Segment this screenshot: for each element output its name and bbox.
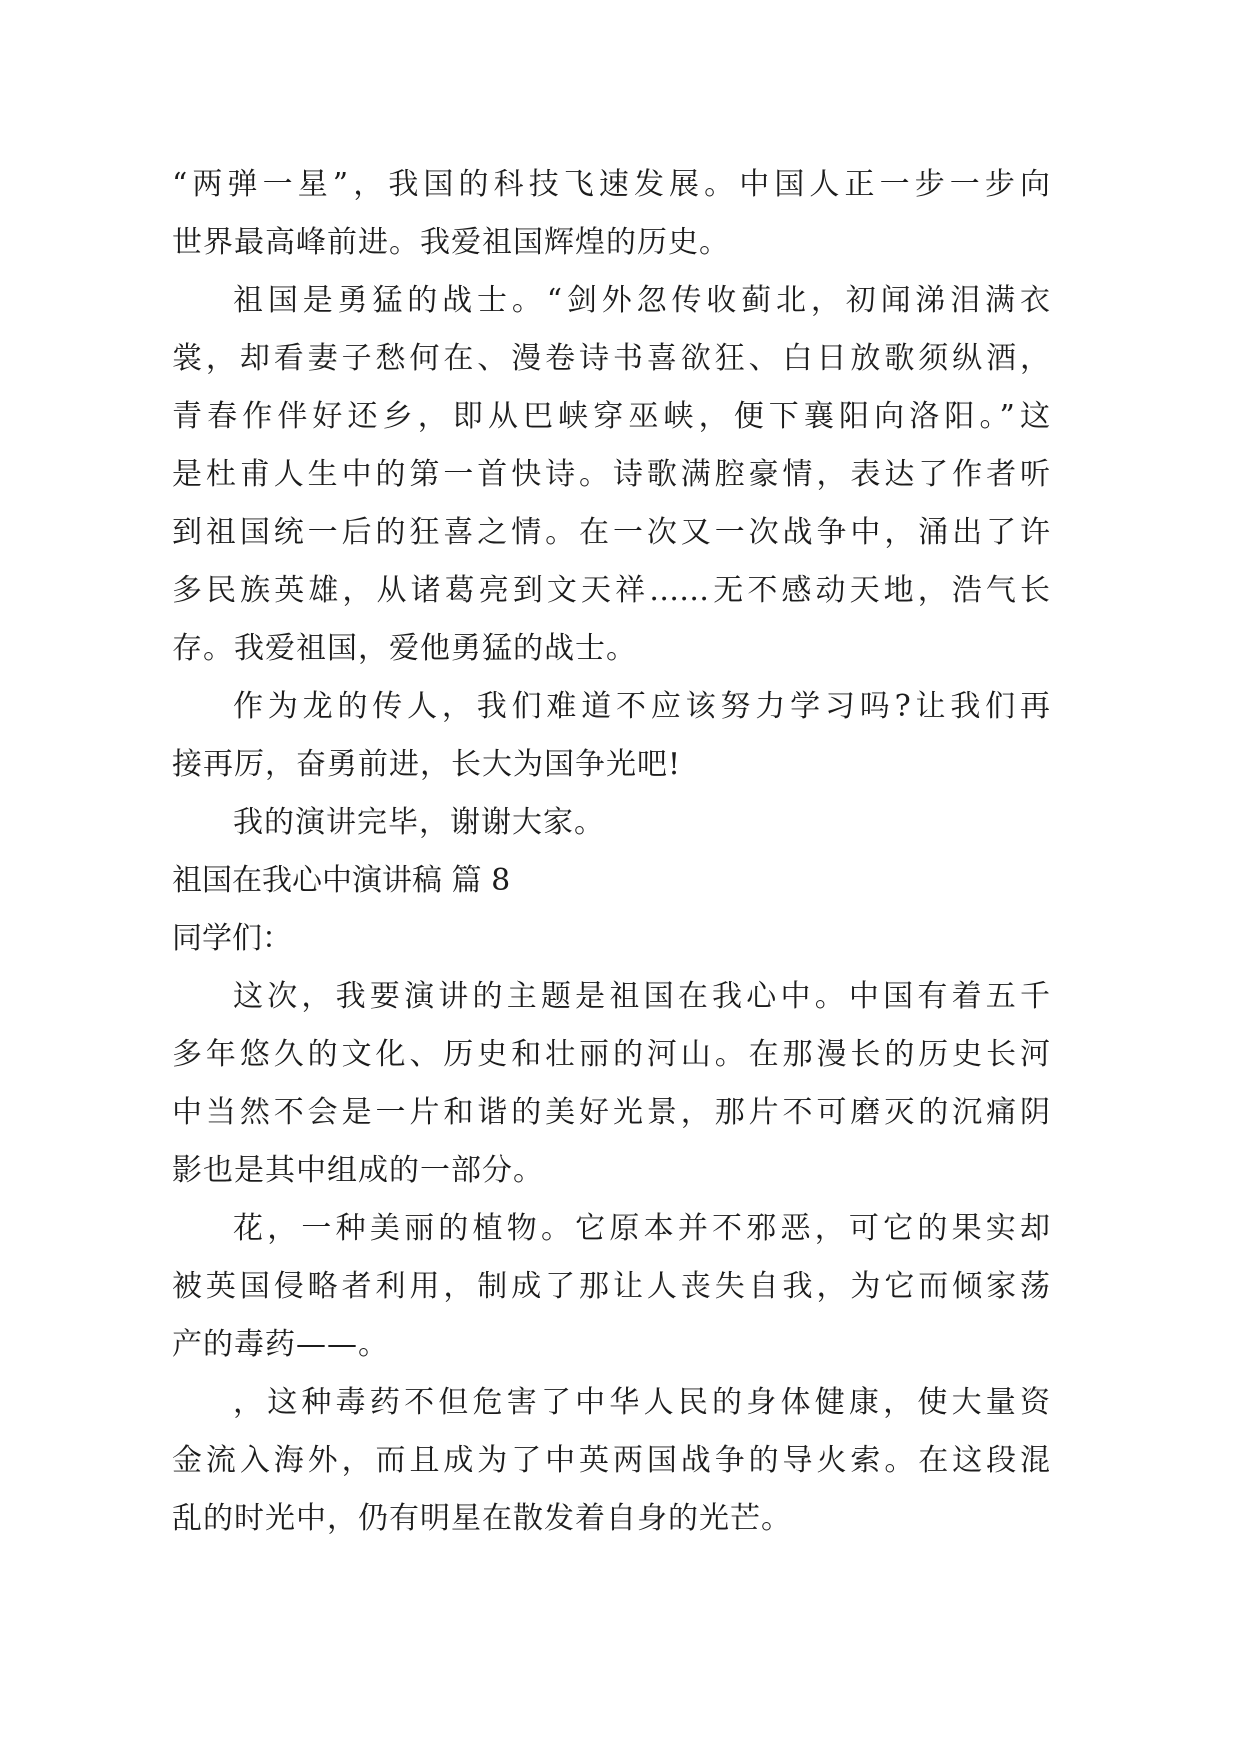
text-line: 祖国是勇猛的战士。“剑外忽传收蓟北，初闻涕泪满衣 (233, 283, 1050, 318)
text-line: 裳，却看妻子愁何在、漫卷诗书喜欲狂、白日放歌须纵酒， (172, 341, 1050, 376)
text-line: 影也是其中组成的一部分。 (172, 1153, 544, 1188)
paragraph (172, 1200, 1050, 1374)
text-line: 中当然不会是一片和谐的美好光景，那片不可磨灭的沉痛阴 (172, 1095, 1050, 1130)
text-line: 被英国侵略者利用，制成了那让人丧失自我，为它而倾家荡 (172, 1269, 1050, 1304)
paragraph (172, 1374, 1050, 1548)
text-line: 我的演讲完毕，谢谢大家。 (233, 805, 605, 840)
text-line: 世界最高峰前进。我爱祖国辉煌的历史。 (172, 225, 730, 260)
salutation: 同学们： (172, 921, 292, 956)
text-line: 接再厉，奋勇前进，长大为国争光吧! (172, 747, 682, 782)
text-line: 乱的时光中，仍有明星在散发着自身的光芒。 (172, 1501, 792, 1536)
paragraph (172, 272, 1050, 678)
text-line: 多民族英雄，从诸葛亮到文天祥……无不感动天地，浩气长 (172, 573, 1050, 608)
text-line: 多年悠久的文化、历史和壮丽的河山。在那漫长的历史长河 (172, 1037, 1050, 1072)
text-line: 青春作伴好还乡，即从巴峡穿巫峡，便下襄阳向洛阳。”这 (172, 399, 1050, 434)
text-line: 存。我爱祖国，爱他勇猛的战士。 (172, 631, 637, 666)
document-body (172, 156, 1050, 1548)
text-line: 花，一种美丽的植物。它原本并不邪恶，可它的果实却 (233, 1211, 1050, 1246)
text-line: 是杜甫人生中的第一首快诗。诗歌满腔豪情，表达了作者听 (172, 457, 1050, 492)
text-line: “两弹一星”，我国的科技飞速发展。中国人正一步一步向 (172, 167, 1050, 202)
text-line: ，这种毒药不但危害了中华人民的身体健康，使大量资 (233, 1385, 1050, 1420)
text-line: 作为龙的传人，我们难道不应该努力学习吗?让我们再 (233, 689, 1050, 724)
paragraph (172, 678, 1050, 794)
text-line: 到祖国统一后的狂喜之情。在一次又一次战争中，涌出了许 (172, 515, 1050, 550)
paragraph (172, 156, 1050, 272)
text-line: 产的毒药——。 (172, 1327, 389, 1362)
text-line: 这次，我要演讲的主题是祖国在我心中。中国有着五千 (233, 979, 1050, 1014)
paragraph (172, 968, 1050, 1200)
paragraph (172, 794, 1050, 852)
section-heading: 祖国在我心中演讲稿 篇 8 (172, 863, 511, 898)
text-line: 金流入海外，而且成为了中英两国战争的导火索。在这段混 (172, 1443, 1050, 1478)
